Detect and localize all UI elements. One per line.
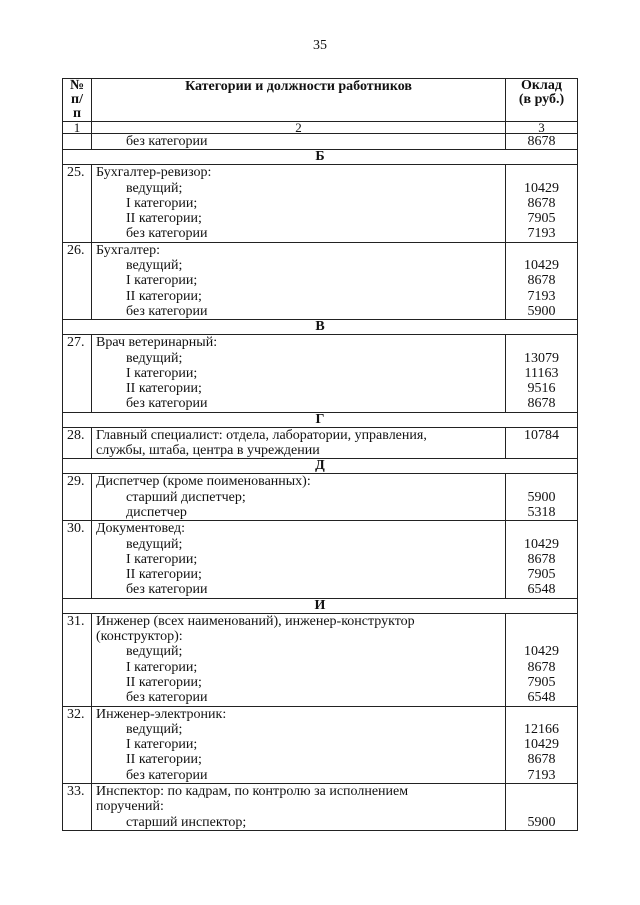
position-subcategory: ведущий; [126,536,183,552]
position-cell [92,242,506,319]
page-number: 35 [313,38,327,53]
position-title: Диспетчер (кроме поименованных): [96,474,311,490]
item-number [63,134,92,150]
table-row [63,242,578,319]
position-cell [92,783,506,830]
item-number: 27. [63,335,92,412]
section-letter: В [63,320,578,335]
salary-value: 8678 [527,551,556,567]
item-number: 28. [63,427,92,459]
table-row [63,474,578,521]
position-subcategory: без категории [126,134,208,149]
position-cell [92,521,506,598]
position-title: Бухгалтер-ревизор: [96,165,212,181]
position-subcategory: без категории [126,767,208,783]
header-title-column: Категории и должности работников [92,79,506,122]
position-subcategory: I категории; [126,273,198,289]
position-title: Главный специалист: отдела, лаборатории, управления, [96,427,427,443]
section-letter-row [63,150,578,165]
section-letter: Г [63,412,578,427]
salary-value: 7905 [527,567,556,583]
position-subcategory: без категории [126,303,208,319]
salary-value: 7193 [527,288,556,304]
position-subcategory: I категории; [126,551,198,567]
section-letter: Д [63,459,578,474]
salary-cell [506,427,578,459]
salary-value: 8678 [527,134,556,149]
table-row [63,165,578,242]
salary-value: 7905 [527,211,556,227]
position-cell [92,613,506,706]
position-subcategory: I категории; [126,737,198,753]
position-subcategory: без категории [126,226,208,242]
header-number-column [63,79,92,122]
position-subcategory: без категории [126,396,208,412]
position-cell [92,706,506,783]
salary-value: 8678 [527,659,556,675]
salary-cell [506,783,578,830]
header-number-abbr: п/п [71,92,83,121]
position-subcategory: диспетчер [126,504,187,520]
salary-value [510,443,573,458]
position-cell [92,134,506,150]
salary-value: 5900 [527,814,556,830]
position-cell [92,335,506,412]
salary-cell [506,165,578,242]
position-cell [92,427,506,459]
position-subcategory: I категории; [126,195,198,211]
position-subcategory: ведущий; [126,258,183,274]
position-subcategory: без категории [126,690,208,706]
table-row [63,706,578,783]
position-subcategory: ведущий; [126,180,183,196]
salary-value [510,521,573,536]
position-title: Бухгалтер: [96,242,160,258]
position-subcategory: II категории; [126,211,202,227]
item-number: 30. [63,521,92,598]
section-letter-row [63,459,578,474]
position-subcategory: II категории; [126,752,202,768]
item-number: 31. [63,613,92,706]
position-subcategory: ведущий; [126,644,183,660]
item-number: 33. [63,783,92,830]
position-subcategory: ведущий; [126,721,183,737]
item-number: 25. [63,165,92,242]
salary-value [510,335,573,350]
salary-value: 8678 [527,273,556,289]
position-title: Инженер (всех наименований), инженер-конструктор [96,613,415,629]
position-subcategory: старший инспектор; [126,814,247,830]
position-subcategory: без категории [126,582,208,598]
position-subcategory: II категории; [126,288,202,304]
salary-value: 10429 [524,644,559,660]
table-body [63,134,578,831]
salary-value [510,629,573,644]
salary-value: 10429 [524,737,559,753]
item-number: 26. [63,242,92,319]
position-subcategory: II категории; [126,674,202,690]
salary-value: 11163 [524,365,559,381]
position-title: поручений: [96,799,164,815]
salary-value: 7193 [527,226,556,242]
section-letter: Б [63,150,578,165]
position-subcategory: I категории; [126,365,198,381]
position-title: Документовед: [96,521,186,537]
salary-value [510,707,573,722]
salary-value: 9516 [527,381,556,397]
position-subcategory: старший диспетчер; [126,489,246,505]
salary-value: 5318 [527,504,556,520]
header-number-symbol: № [69,78,85,93]
salary-cell [506,134,578,150]
table-header-row [63,79,578,122]
salary-value [510,614,573,629]
salary-cell [506,474,578,521]
salary-value: 10429 [524,536,559,552]
table-row [63,335,578,412]
salary-value: 10429 [524,258,559,274]
salary-value: 10784 [524,427,559,443]
salary-cell [506,706,578,783]
salary-value: 8678 [527,752,556,768]
salary-cell [506,613,578,706]
position-subcategory: II категории; [126,381,202,397]
table-row [63,783,578,830]
salary-value [510,474,573,489]
header-salary-unit: (в руб.) [518,92,565,107]
section-letter: И [63,598,578,613]
position-title: Инспектор: по кадрам, по контролю за исполнением [96,783,409,799]
salary-value: 8678 [527,396,556,412]
salary-value [510,243,573,258]
salary-value: 6548 [527,582,556,598]
item-number: 29. [63,474,92,521]
table-row [63,134,578,150]
position-title: Инженер-электроник: [96,706,227,722]
position-subcategory: I категории; [126,659,198,675]
salary-cell [506,521,578,598]
salary-value: 12166 [524,721,559,737]
salary-value [510,784,573,799]
header-salary-label: Оклад [521,78,562,93]
table-row [63,613,578,706]
salary-value [510,165,573,180]
salary-value: 7193 [527,767,556,783]
salary-value: 8678 [527,195,556,211]
column-index-2: 2 [92,122,506,134]
salary-table [62,78,578,831]
position-title: Врач ветеринарный: [96,335,218,351]
position-subcategory: ведущий; [126,350,183,366]
position-cell [92,165,506,242]
section-letter-row [63,412,578,427]
salary-cell [506,242,578,319]
salary-value: 13079 [524,350,559,366]
table-row [63,427,578,459]
item-number: 32. [63,706,92,783]
salary-cell [506,335,578,412]
salary-value: 7905 [527,674,556,690]
salary-value: 5900 [527,489,556,505]
table-row [63,521,578,598]
salary-value [510,799,573,814]
salary-value: 5900 [527,303,556,319]
salary-value: 10429 [524,180,559,196]
position-title: службы, штаба, центра в учреждении [96,443,320,459]
header-salary-column [506,79,578,122]
column-index-3: 3 [506,122,578,134]
position-title: (конструктор): [96,629,183,645]
position-subcategory: II категории; [126,567,202,583]
position-cell [92,474,506,521]
column-index-row [63,122,578,134]
column-index-1: 1 [63,122,92,134]
section-letter-row [63,320,578,335]
section-letter-row [63,598,578,613]
salary-value: 6548 [527,690,556,706]
